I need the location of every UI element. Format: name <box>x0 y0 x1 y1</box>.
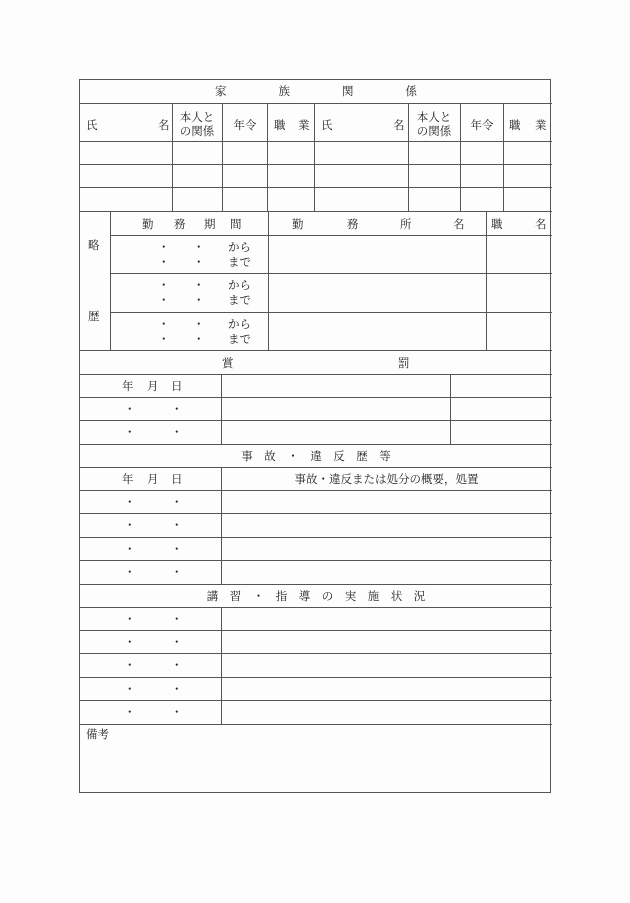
dot: ・ <box>171 495 183 509</box>
dot: ・ <box>158 293 170 307</box>
occupation-header-right: 業 <box>298 118 310 132</box>
period-header-char: 務 <box>174 217 186 231</box>
age-header: 年令 <box>233 118 257 132</box>
dot: ・ <box>124 635 136 649</box>
relation-line: の関係 <box>416 124 452 138</box>
dot: ・ <box>158 317 170 331</box>
dot: ・ <box>124 542 136 556</box>
dot: ・ <box>158 240 170 254</box>
dot: ・ <box>171 612 183 626</box>
dot: ・ <box>171 542 183 556</box>
date-header-char: 月 <box>147 379 159 393</box>
dot: ・ <box>124 495 136 509</box>
workplace-header-char: 名 <box>453 217 465 231</box>
dot: ・ <box>193 332 205 346</box>
position-header-left: 職 <box>491 217 503 231</box>
dot: ・ <box>171 565 183 579</box>
name-header-right-2: 名 <box>393 118 405 132</box>
workplace-header-char: 務 <box>347 217 359 231</box>
dot: ・ <box>124 402 136 416</box>
dot: ・ <box>193 255 205 269</box>
date-header-char: 日 <box>171 379 183 393</box>
relation-line: 本人と <box>416 110 452 124</box>
occupation-header-left-2: 職 <box>509 118 521 132</box>
period-header-char: 期 <box>204 217 216 231</box>
dot: ・ <box>124 658 136 672</box>
workplace-header-char: 勤 <box>292 217 304 231</box>
date-header-char: 年 <box>122 472 134 486</box>
career-side-label-bottom: 歴 <box>88 309 100 323</box>
dot: ・ <box>124 682 136 696</box>
dot: ・ <box>124 518 136 532</box>
accidents-title: 事 故 ・ 違 反 歴 等 <box>241 449 391 463</box>
dot: ・ <box>158 255 170 269</box>
occupation-header-right-2: 業 <box>535 118 547 132</box>
dot: ・ <box>124 705 136 719</box>
relation-line: 本人と <box>179 110 215 124</box>
from-label: から <box>228 240 251 254</box>
personnel-record-form <box>79 79 551 793</box>
to-label: まで <box>228 293 251 307</box>
date-header-char: 日 <box>171 472 183 486</box>
remarks-label: 備考 <box>86 727 109 741</box>
dot: ・ <box>124 612 136 626</box>
rewards-title-left: 賞 <box>222 356 234 370</box>
relation-header-2 <box>408 110 460 138</box>
relation-line: の関係 <box>179 124 215 138</box>
dot: ・ <box>171 518 183 532</box>
period-header-char: 勤 <box>142 217 154 231</box>
dot: ・ <box>124 565 136 579</box>
accident-summary-header: 事故・違反または処分の概要，処置 <box>294 472 479 486</box>
dot: ・ <box>193 293 205 307</box>
dot: ・ <box>171 635 183 649</box>
to-label: まで <box>228 255 251 269</box>
date-header-char: 年 <box>122 379 134 393</box>
occupation-header-left: 職 <box>274 118 286 132</box>
dot: ・ <box>193 278 205 292</box>
age-header-2: 年令 <box>470 118 494 132</box>
to-label: まで <box>228 332 251 346</box>
training-title: 講 習 ・ 指 導 の 実 施 状 況 <box>206 589 426 603</box>
dot: ・ <box>171 705 183 719</box>
family-section-title <box>80 84 552 98</box>
name-header-right: 名 <box>158 118 170 132</box>
name-header-left-2: 氏 <box>321 118 333 132</box>
dot: ・ <box>171 682 183 696</box>
title-char: 係 <box>405 84 417 98</box>
dot: ・ <box>171 425 183 439</box>
rewards-title-right: 罰 <box>398 356 410 370</box>
from-label: から <box>228 317 251 331</box>
title-char: 家 <box>215 84 227 98</box>
dot: ・ <box>193 317 205 331</box>
title-char: 関 <box>342 84 354 98</box>
workplace-header-char: 所 <box>400 217 412 231</box>
position-header-right: 名 <box>535 217 547 231</box>
dot: ・ <box>124 425 136 439</box>
career-side-label-top: 略 <box>88 238 100 252</box>
dot: ・ <box>158 278 170 292</box>
relation-header <box>172 110 222 138</box>
date-header-char: 月 <box>147 472 159 486</box>
name-header-left: 氏 <box>86 118 98 132</box>
dot: ・ <box>193 240 205 254</box>
title-char: 族 <box>278 84 290 98</box>
dot: ・ <box>171 402 183 416</box>
from-label: から <box>228 278 251 292</box>
dot: ・ <box>158 332 170 346</box>
dot: ・ <box>171 658 183 672</box>
period-header-char: 間 <box>230 217 242 231</box>
